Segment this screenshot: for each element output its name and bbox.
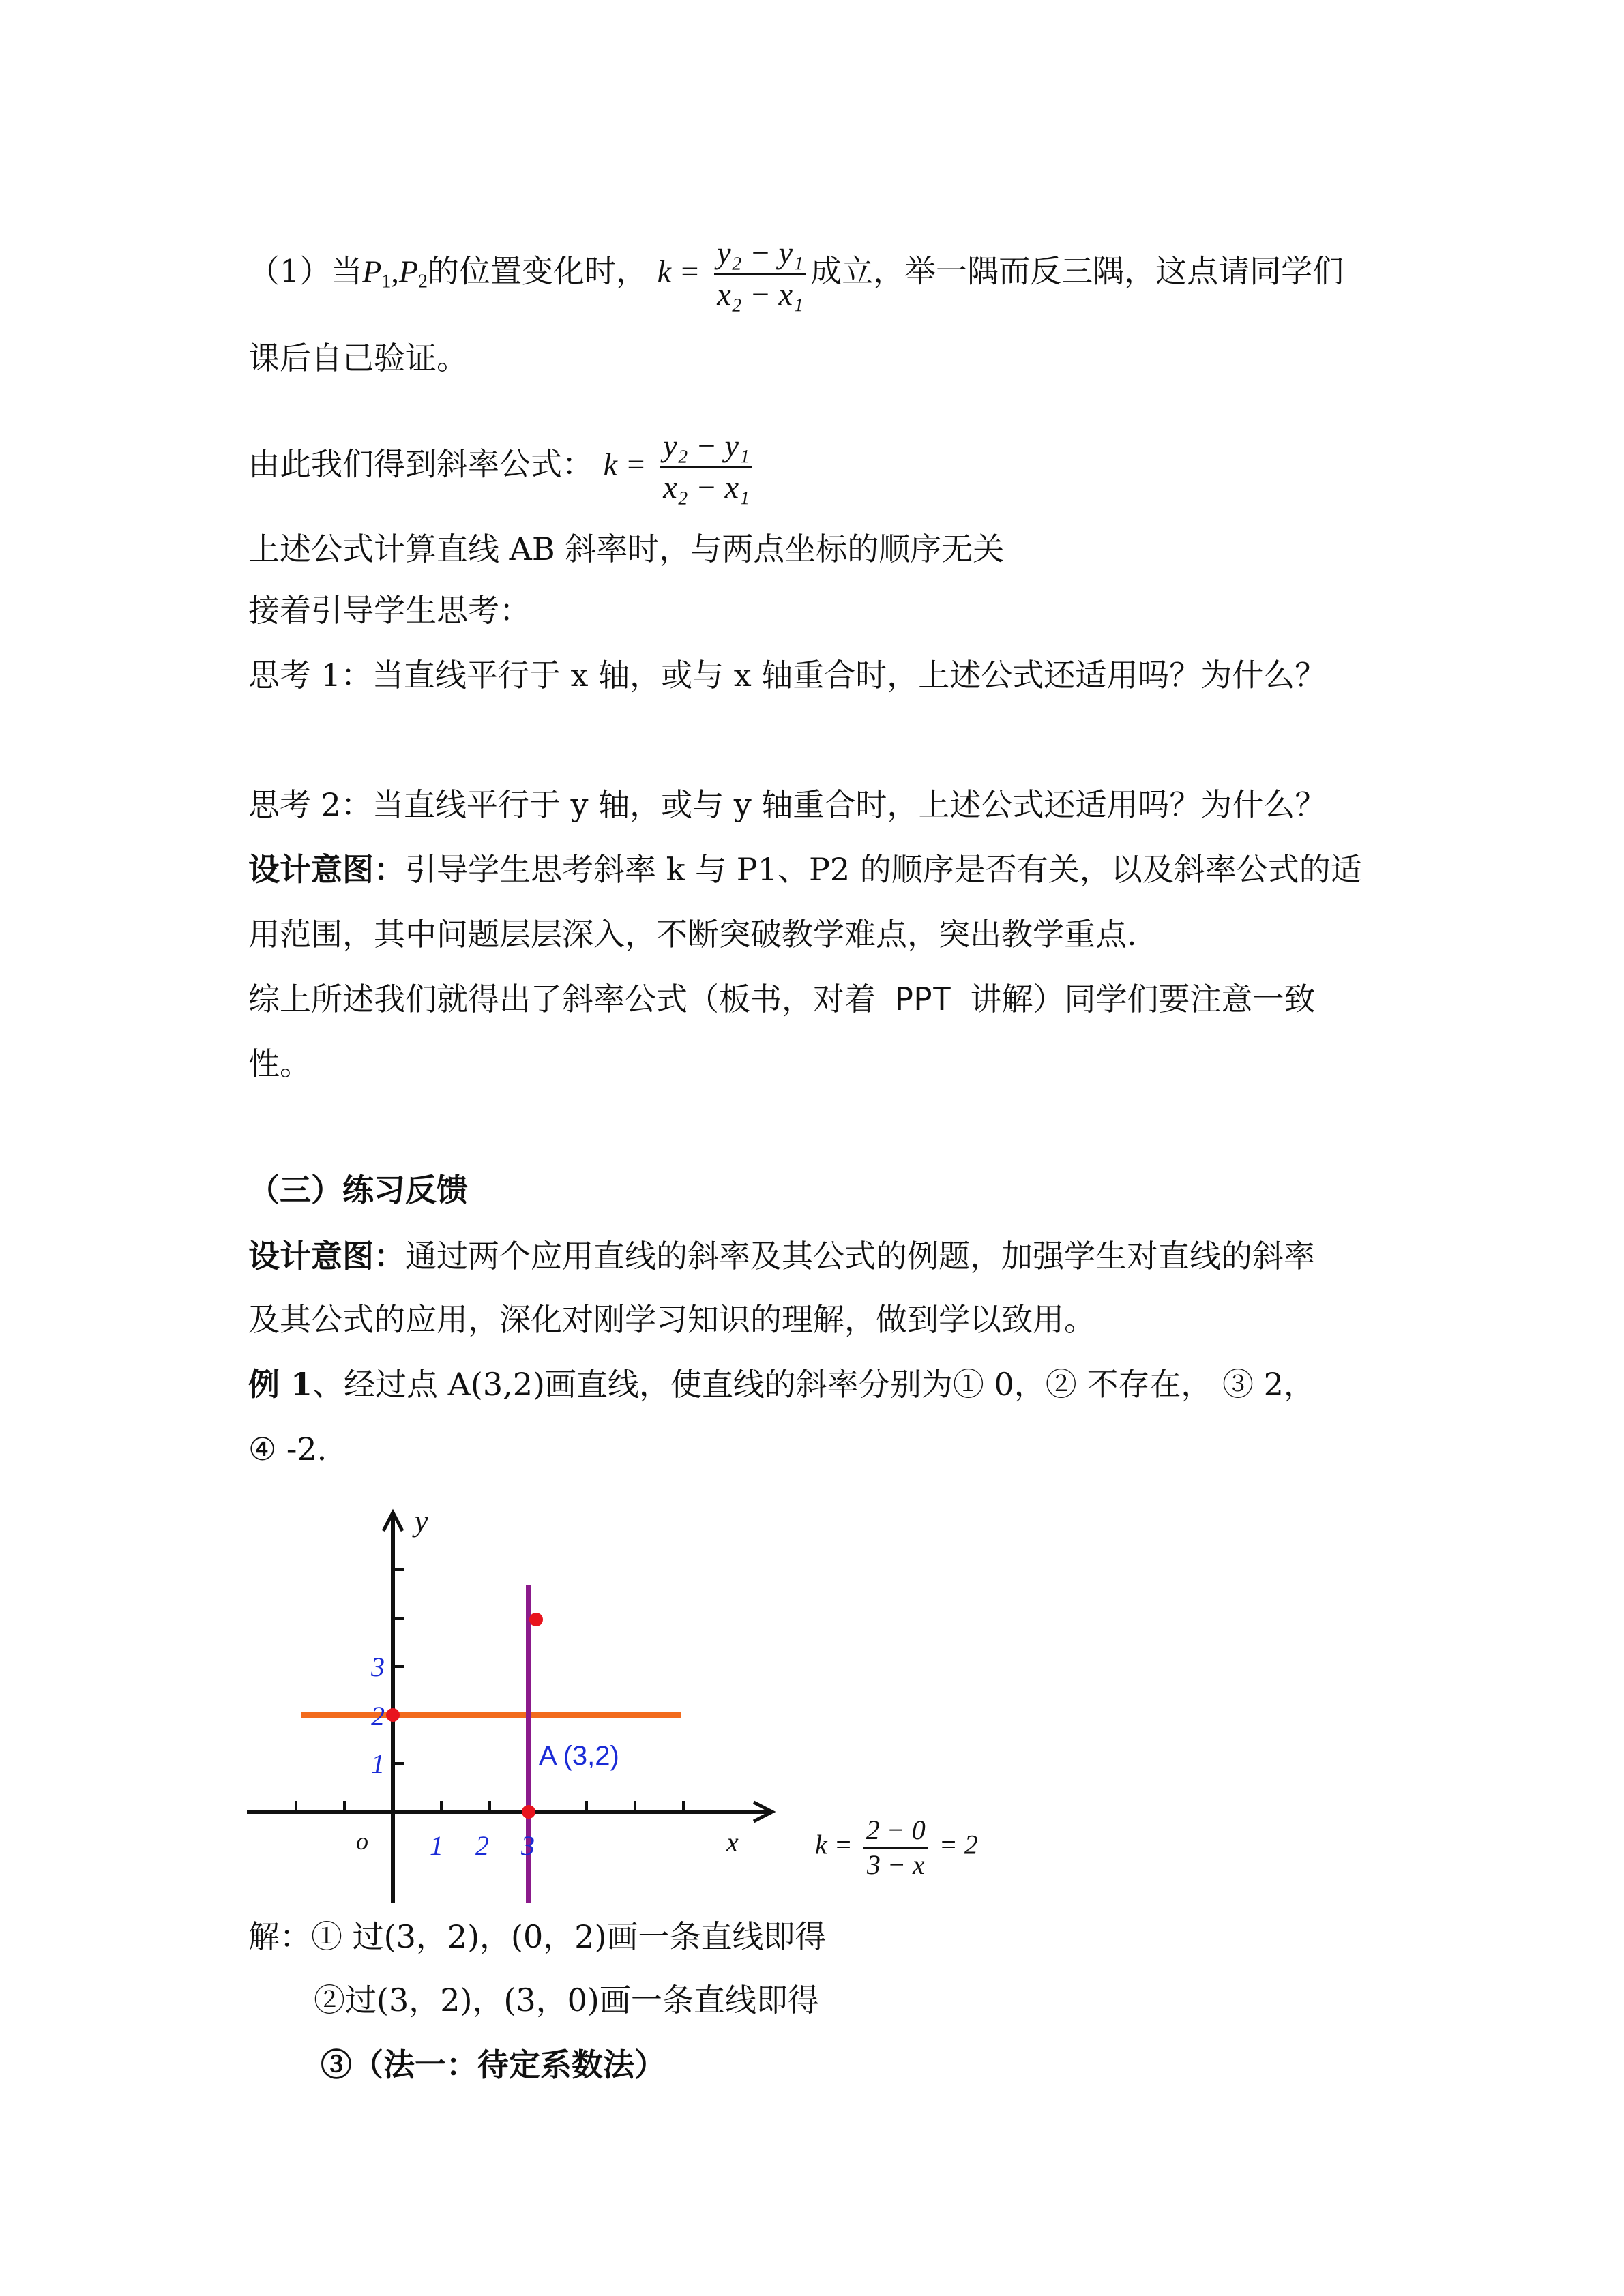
- x-tick-label-1: 1: [430, 1830, 443, 1861]
- slope-calculation: [815, 1814, 978, 1881]
- p1-P2-sub: 2: [418, 271, 428, 293]
- formula-line: [248, 426, 756, 507]
- p1-slope-fraction: [714, 233, 806, 314]
- formula-denominator: x₂ − x₁: [663, 470, 750, 505]
- formula-slope-fraction: [660, 426, 752, 507]
- y-tick-label-3: 3: [371, 1652, 385, 1682]
- paragraph-p1-cont: 课后自己验证。: [248, 340, 468, 376]
- p1-P1-sub: 1: [381, 271, 392, 293]
- y-tick-label-2: 2: [371, 1701, 385, 1731]
- line-ab-text: 上述公式计算直线 AB 斜率时，与两点坐标的顺序无关: [248, 531, 1005, 567]
- tick-labels: [370, 1652, 535, 1861]
- coordinate-graph: [239, 1500, 784, 1909]
- calc-k-equals: k =: [815, 1829, 853, 1860]
- p1-suffix: 成立，举一隅而反三隅，这点请同学们: [810, 252, 1344, 290]
- x-tick-label-2: 2: [475, 1830, 489, 1861]
- section3-heading: （三）练习反馈: [248, 1172, 468, 1208]
- p1-fraction-numerator: y₂ − y₁: [714, 233, 806, 275]
- think1-text: 思考 1：当直线平行于 x 轴，或与 x 轴重合时，上述公式还适用吗？为什么？: [248, 657, 1327, 694]
- solution-step2: ②过(3，2)，(3，0)画一条直线即得: [314, 1982, 819, 2018]
- paragraph-p1: [248, 233, 1344, 314]
- y-axis-label: y: [415, 1504, 428, 1538]
- design1-line2: 用范围，其中问题层层深入，不断突破教学难点，突出教学重点.: [248, 916, 1137, 953]
- design1-text1: 引导学生思考斜率 k 与 P1、P2 的顺序是否有关，以及斜率公式的适: [405, 851, 1362, 888]
- solution-step1: 解：① 过(3，2)，(0，2)画一条直线即得: [248, 1918, 827, 1955]
- p1-P1: P: [362, 254, 382, 289]
- design2-line2: 及其公式的应用，深化对刚学习知识的理解，做到学以致用。: [248, 1301, 1095, 1338]
- calc-fraction: [863, 1814, 928, 1881]
- p1-comma: ,: [391, 254, 399, 289]
- design2-line1: [248, 1236, 1315, 1277]
- p1-mid: 的位置变化时，: [428, 252, 647, 290]
- point-on-vertical-line: [529, 1613, 543, 1626]
- p1-fraction-denominator: x₂ − x₁: [717, 277, 804, 312]
- example1-line1: [248, 1364, 1315, 1405]
- design1-label: 设计意图：: [248, 851, 405, 888]
- summary-line1: 综上所述我们就得出了斜率公式（板书，对着 PPT 讲解）同学们要注意一致: [248, 981, 1316, 1017]
- point-3-0: [522, 1805, 535, 1819]
- formula-numerator: y₂ − y₁: [660, 426, 752, 468]
- x-tick-label-3: 3: [521, 1830, 535, 1861]
- calc-denominator: 3 − x: [866, 1849, 925, 1880]
- formula-prefix: 由此我们得到斜率公式：: [248, 445, 593, 483]
- summary-line2: 性。: [248, 1045, 311, 1082]
- example1-line2: ④ -2.: [248, 1431, 327, 1467]
- axis-ticks: [296, 1570, 683, 1812]
- formula-k-equals: k =: [603, 447, 647, 482]
- calc-result: = 2: [939, 1829, 978, 1860]
- think2-text: 思考 2：当直线平行于 y 轴，或与 y 轴重合时，上述公式还适用吗？为什么？: [248, 786, 1327, 823]
- y-tick-label-1: 1: [371, 1748, 385, 1779]
- p1-P2: P: [398, 254, 418, 289]
- example1-text1: 、经过点 A(3,2)画直线，使直线的斜率分别为① 0，② 不存在， ③ 2，: [312, 1366, 1315, 1403]
- x-axis-label: x: [726, 1827, 739, 1858]
- solution-step3: ③（法一：待定系数法）: [321, 2046, 666, 2083]
- design1-line1: [248, 849, 1362, 890]
- p1-k-equals: k =: [657, 254, 700, 289]
- point-a-label: A (3,2): [539, 1741, 619, 1771]
- design2-text1: 通过两个应用直线的斜率及其公式的例题，加强学生对直线的斜率: [405, 1238, 1315, 1274]
- point-0-2: [386, 1708, 400, 1722]
- design2-label: 设计意图：: [248, 1238, 405, 1274]
- origin-label: o: [356, 1828, 368, 1855]
- calc-numerator: 2 − 0: [863, 1814, 928, 1849]
- example1-label: 例 1: [248, 1366, 313, 1403]
- p1-prefix: （1）当: [248, 252, 363, 290]
- guide-text: 接着引导学生思考：: [248, 592, 531, 629]
